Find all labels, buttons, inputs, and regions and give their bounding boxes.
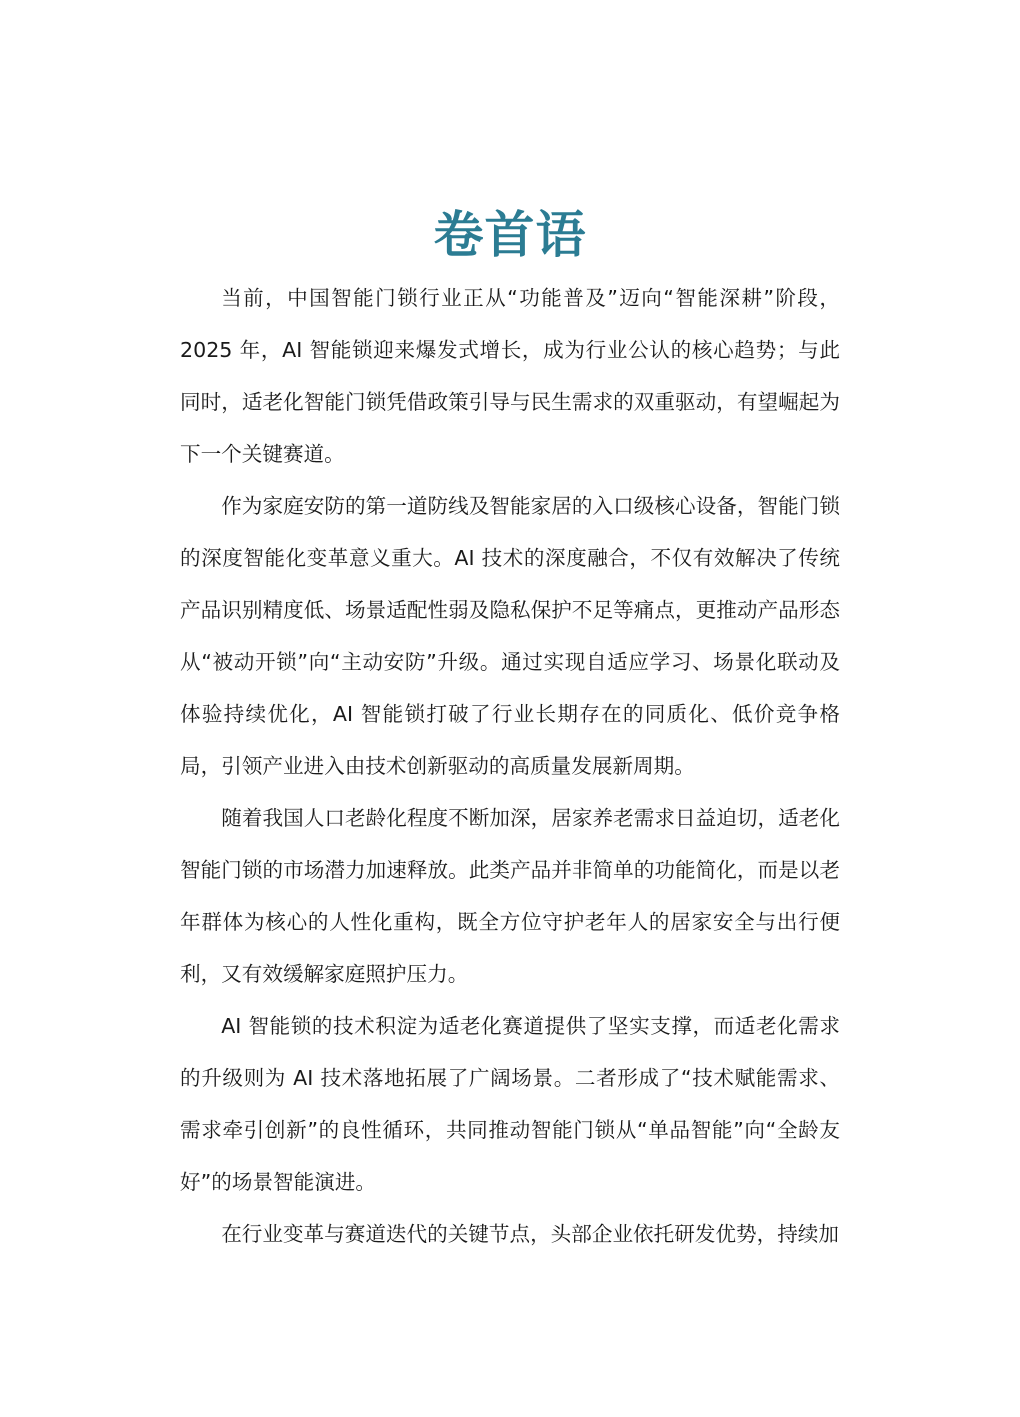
paragraph-5: 在行业变革与赛道迭代的关键节点，头部企业依托研发优势，持续加 — [221, 1222, 839, 1246]
paragraph-3: 随着我国人口老龄化程度不断加深，居家养老需求日益迫切，适老化智能门锁的市场潜力加速释放。此类产品并非简单的功能简化，而是以老年群体为核心的人性化重构，既全方位守护老年人的居家安全与出行便利，又有效缓解家庭照护压力。 — [180, 806, 840, 986]
paragraph-1: 当前，中国智能门锁行业正从“功能普及”迈向“智能深耕”阶段，2025 年，AI 智能锁迎来爆发式增长，成为行业公认的核心趋势；与此同时，适老化智能门锁凭借政策引导与民生需求的双重驱动，有望崛起为下一个关键赛道。 — [180, 286, 840, 466]
paragraph-4: AI 智能锁的技术积淀为适老化赛道提供了坚实支撑，而适老化需求的升级则为 AI 技术落地拓展了广阔场景。二者形成了“技术赋能需求、需求牵引创新”的良性循环，共同推动智能门锁从“单品智能”向“全龄友好”的场景智能演进。 — [180, 1014, 840, 1194]
body-text — [180, 272, 840, 1260]
page-title: 卷首语 — [433, 205, 587, 264]
paragraph-2: 作为家庭安防的第一道防线及智能家居的入口级核心设备，智能门锁的深度智能化变革意义重大。AI 技术的深度融合，不仅有效解决了传统产品识别精度低、场景适配性弱及隐私保护不足等痛点，更推动产品形态从“被动开锁”向“主动安防”升级。通过实现自适应学习、场景化联动及体验持续优化，AI 智能锁打破了行业长期存在的同质化、低价竞争格局，引领产业进入由技术创新驱动的高质量发展新周期。 — [180, 494, 840, 778]
